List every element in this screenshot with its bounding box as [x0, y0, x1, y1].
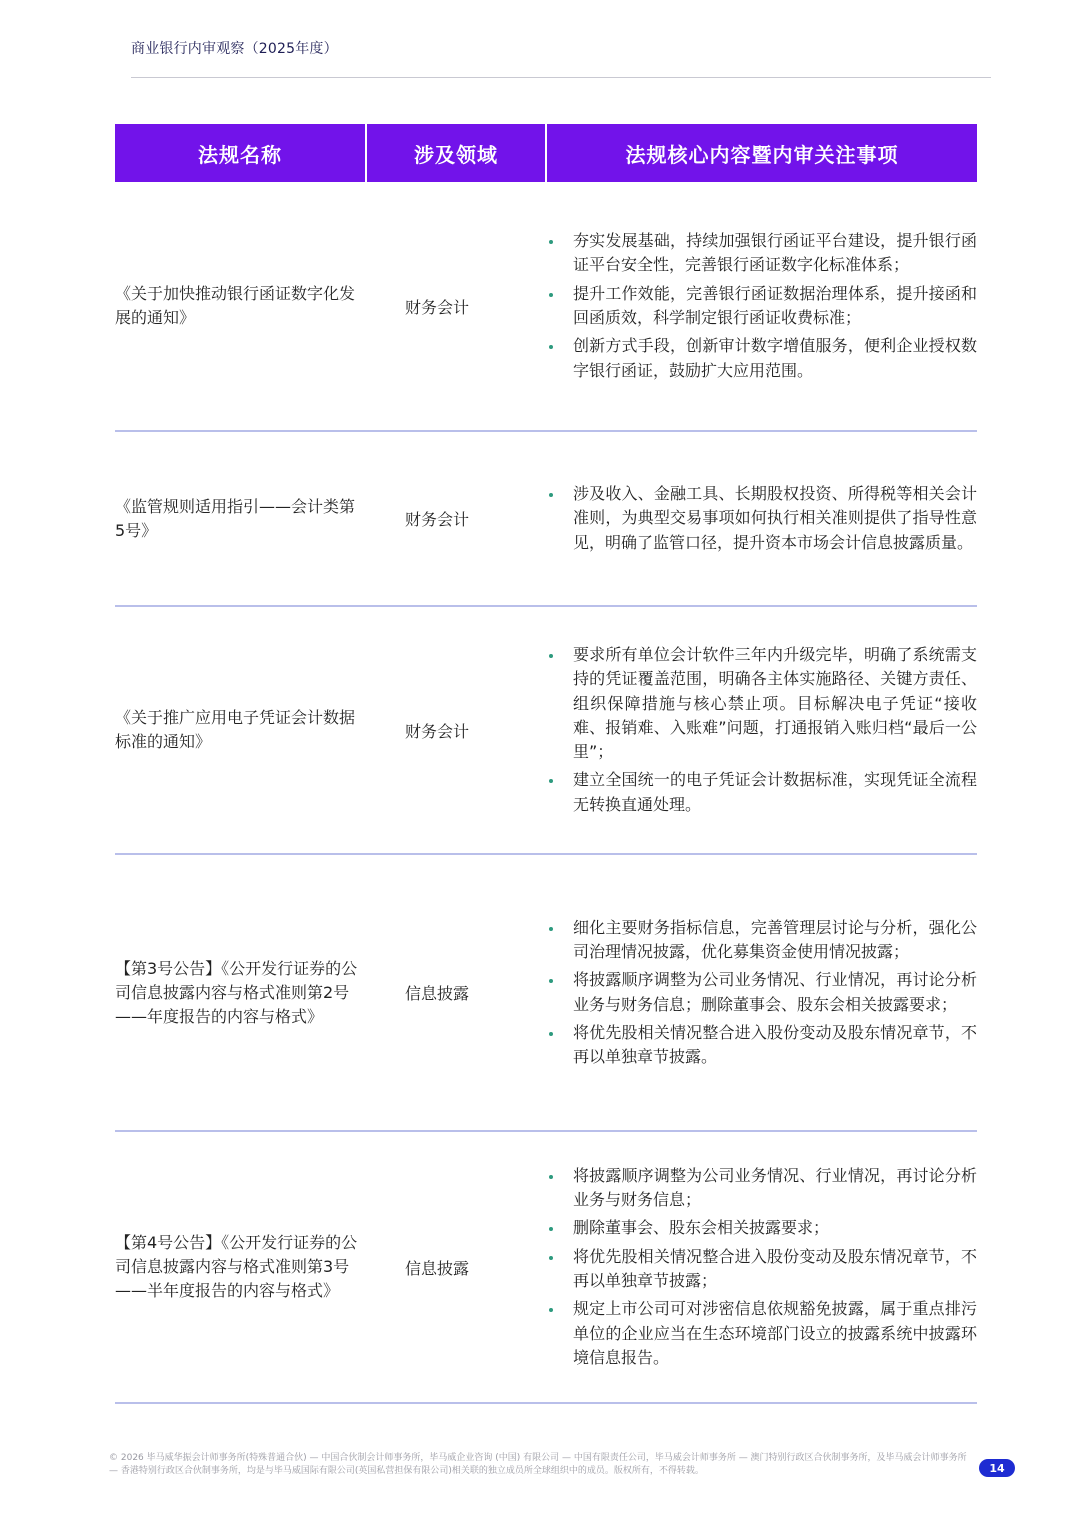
- bullet-icon: [549, 927, 553, 931]
- regulation-domain: 信息披露: [404, 984, 469, 1003]
- list-item: [547, 1021, 977, 1070]
- regulation-notes: [547, 482, 977, 555]
- note-text: 提升工作效能，完善银行函证数据治理体系，提升接函和回函质效，科学制定银行函证收费标准；: [573, 283, 977, 327]
- note-text: 要求所有单位会计软件三年内升级完毕，明确了系统需支持的凭证覆盖范围，明确各主体实施路径、关键方责任、组织保障措施与核心禁止项。目标解决电子凭证“接收难、报销难、入账难”问题，打通报销入账归档“最后一公里”；: [573, 644, 977, 762]
- note-text: 将披露顺序调整为公司业务情况、行业情况，再讨论分析业务与财务信息；删除董事会、股东会相关披露要求；: [573, 970, 977, 1014]
- note-text: 将优先股相关情况整合进入股份变动及股东情况章节，不再以单独章节披露。: [573, 1022, 977, 1067]
- copyright-disclaimer: © 2026 毕马威华振会计师事务所(特殊普通合伙) — 中国合伙制会计师事务所，毕马威企业咨询 (中国) 有限公司 — 中国有限责任公司，毕马威会计师事务所 — 澳门特别行政区合伙制事务所，及毕马威会计师事务所 — 香港特别行政区合伙制事务所，均是与毕马威国际有限公司(英国私营担保有限公司)相关联的独立成员所全球组织中的成员。版权所有，不得转载。: [109, 1453, 967, 1476]
- page-number: 14: [979, 1459, 1015, 1477]
- list-item: [547, 768, 977, 817]
- regulation-name: 《关于加快推动银行函证数字化发展的通知》: [115, 284, 356, 327]
- list-item: [547, 643, 977, 764]
- regulation-notes: [547, 916, 977, 1070]
- bullet-icon: [549, 493, 553, 497]
- column-header-notes: 法规核心内容暨内审关注事项: [547, 124, 977, 182]
- report-title: 商业银行内审观察（2025年度）: [131, 41, 338, 57]
- note-text: 涉及收入、金融工具、长期股权投资、所得税等相关会计准则，为典型交易事项如何执行相关准则提供了指导性意见，明确了监管口径，提升资本市场会计信息披露质量。: [573, 484, 977, 552]
- regulation-name: 《监管规则适用指引——会计类第5号》: [115, 496, 356, 540]
- bullet-icon: [549, 1227, 553, 1231]
- list-item: [547, 334, 977, 383]
- regulation-notes: [547, 643, 977, 817]
- note-text: 删除董事会、股东会相关披露要求；: [573, 1218, 830, 1238]
- table-header: [115, 124, 977, 182]
- bullet-icon: [549, 779, 553, 783]
- bullet-icon: [549, 1308, 553, 1312]
- table-row: [115, 1132, 977, 1404]
- column-header-name: 法规名称: [115, 124, 365, 182]
- list-item: [547, 916, 977, 965]
- list-item: [547, 1164, 977, 1213]
- list-item: [547, 1245, 977, 1294]
- bullet-icon: [549, 979, 553, 983]
- list-item: [547, 229, 977, 278]
- regulation-domain: 财务会计: [404, 510, 469, 529]
- note-text: 建立全国统一的电子凭证会计数据标准，实现凭证全流程无转换直通处理。: [573, 770, 977, 814]
- table-row: [115, 855, 977, 1132]
- bullet-icon: [549, 293, 553, 297]
- regulation-table: [115, 124, 977, 1404]
- list-item: [547, 1216, 977, 1240]
- note-text: 规定上市公司可对涉密信息依规豁免披露，属于重点排污单位的企业应当在生态环境部门设立的披露系统中披露环境信息报告。: [573, 1299, 977, 1367]
- regulation-notes: [547, 229, 977, 383]
- table-row: [115, 607, 977, 855]
- regulation-domain: 财务会计: [404, 297, 469, 317]
- bullet-icon: [549, 345, 553, 349]
- column-header-domain: 涉及领域: [367, 124, 545, 182]
- regulation-name: 《关于推广应用电子凭证会计数据标准的通知》: [115, 708, 356, 751]
- list-item: [547, 282, 977, 331]
- table-row: [115, 432, 977, 607]
- note-text: 创新方式手段，创新审计数字增值服务，便利企业授权数字银行函证，鼓励扩大应用范围。: [573, 336, 977, 380]
- regulation-domain: 信息披露: [404, 1258, 469, 1278]
- list-item: [547, 968, 977, 1017]
- note-text: 将披露顺序调整为公司业务情况、行业情况，再讨论分析业务与财务信息；: [573, 1165, 977, 1210]
- bullet-icon: [549, 1175, 553, 1179]
- table-row: [115, 182, 977, 432]
- bullet-icon: [549, 1256, 553, 1260]
- bullet-icon: [549, 1032, 553, 1036]
- bullet-icon: [549, 240, 553, 244]
- bullet-icon: [549, 654, 553, 658]
- note-text: 夯实发展基础，持续加强银行函证平台建设，提升银行函证平台安全性，完善银行函证数字化标准体系；: [573, 231, 977, 275]
- regulation-name: 【第4号公告】《公开发行证券的公司信息披露内容与格式准则第3号——半年度报告的内容与格式》: [115, 1233, 358, 1300]
- note-text: 将优先股相关情况整合进入股份变动及股东情况章节，不再以单独章节披露；: [573, 1246, 977, 1290]
- note-text: 细化主要财务指标信息，完善管理层讨论与分析，强化公司治理情况披露，优化募集资金使用情况披露；: [573, 917, 977, 961]
- list-item: [547, 482, 977, 555]
- regulation-domain: 财务会计: [404, 721, 469, 741]
- header-divider: [131, 77, 991, 78]
- regulation-name: 【第3号公告】《公开发行证券的公司信息披露内容与格式准则第2号——年度报告的内容与格式》: [115, 958, 358, 1026]
- list-item: [547, 1297, 977, 1370]
- regulation-notes: [547, 1164, 977, 1370]
